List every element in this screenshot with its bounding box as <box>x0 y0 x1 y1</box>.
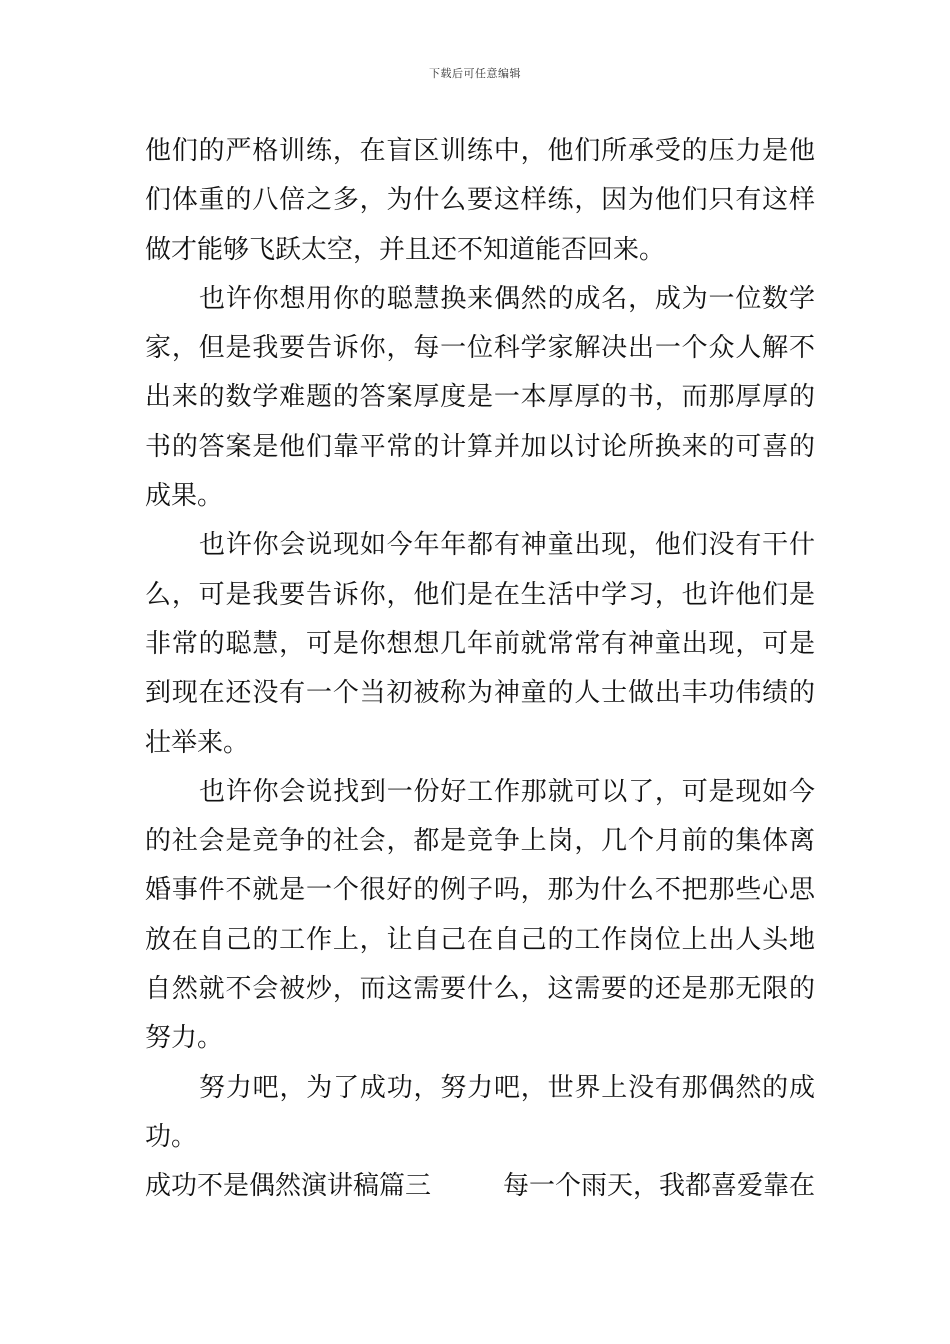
section-heading-line <box>145 1162 815 1211</box>
body-text <box>145 127 815 1212</box>
text-line: 的社会是竞争的社会，都是竞争上岗，几个月前的集体离 <box>145 826 815 857</box>
paragraph-first-line: 努力吧，为了成功，努力吧，世界上没有那偶然的成 <box>199 1072 815 1103</box>
text-line: 非常的聪慧，可是你想想几年前就常常有神童出现，可是 <box>145 628 815 659</box>
section-title: 成功不是偶然演讲稿篇三 <box>145 1171 432 1202</box>
text-line: 他们的严格训练，在盲区训练中，他们所承受的压力是他 <box>145 136 815 166</box>
text-line: 做才能够飞跃太空，并且还不知道能否回来。 <box>145 234 666 265</box>
text-line: 出来的数学难题的答案厚度是一本厚厚的书，而那厚厚的 <box>145 382 815 413</box>
text-line: 放在自己的工作上，让自己在自己的工作岗位上出人头地 <box>145 924 815 955</box>
text-line: 努力。 <box>145 1023 224 1054</box>
text-line: 家，但是我要告诉你，每一位科学家解决出一个众人解不 <box>145 333 815 364</box>
text-line: 壮举来。 <box>145 727 250 758</box>
paragraph-first-line: 也许你会说找到一份好工作那就可以了，可是现如今 <box>199 776 815 807</box>
section-text: 每一个雨天，我都喜爱靠在 <box>502 1171 815 1202</box>
page-header: 下载后可任意编辑 <box>429 67 521 80</box>
text-line: 婚事件不就是一个很好的例子吗，那为什么不把那些心思 <box>145 875 815 906</box>
text-line: 功。 <box>145 1121 198 1152</box>
paragraph-first-line: 也许你会说现如今年年都有神童出现，他们没有干什 <box>199 530 815 561</box>
text-line: 自然就不会被炒，而这需要什么，这需要的还是那无限的 <box>145 974 815 1005</box>
text-line: 书的答案是他们靠平常的计算并加以讨论所换来的可喜的 <box>145 431 815 462</box>
text-line: 们体重的八倍之多，为什么要这样练，因为他们只有这样 <box>145 185 815 216</box>
paragraph-first-line: 也许你想用你的聪慧换来偶然的成名，成为一位数学 <box>199 283 815 314</box>
text-line: 成果。 <box>145 481 224 512</box>
text-line: 么，可是我要告诉你，他们是在生活中学习，也许他们是 <box>145 579 815 610</box>
text-line: 到现在还没有一个当初被称为神童的人士做出丰功伟绩的 <box>145 678 815 709</box>
